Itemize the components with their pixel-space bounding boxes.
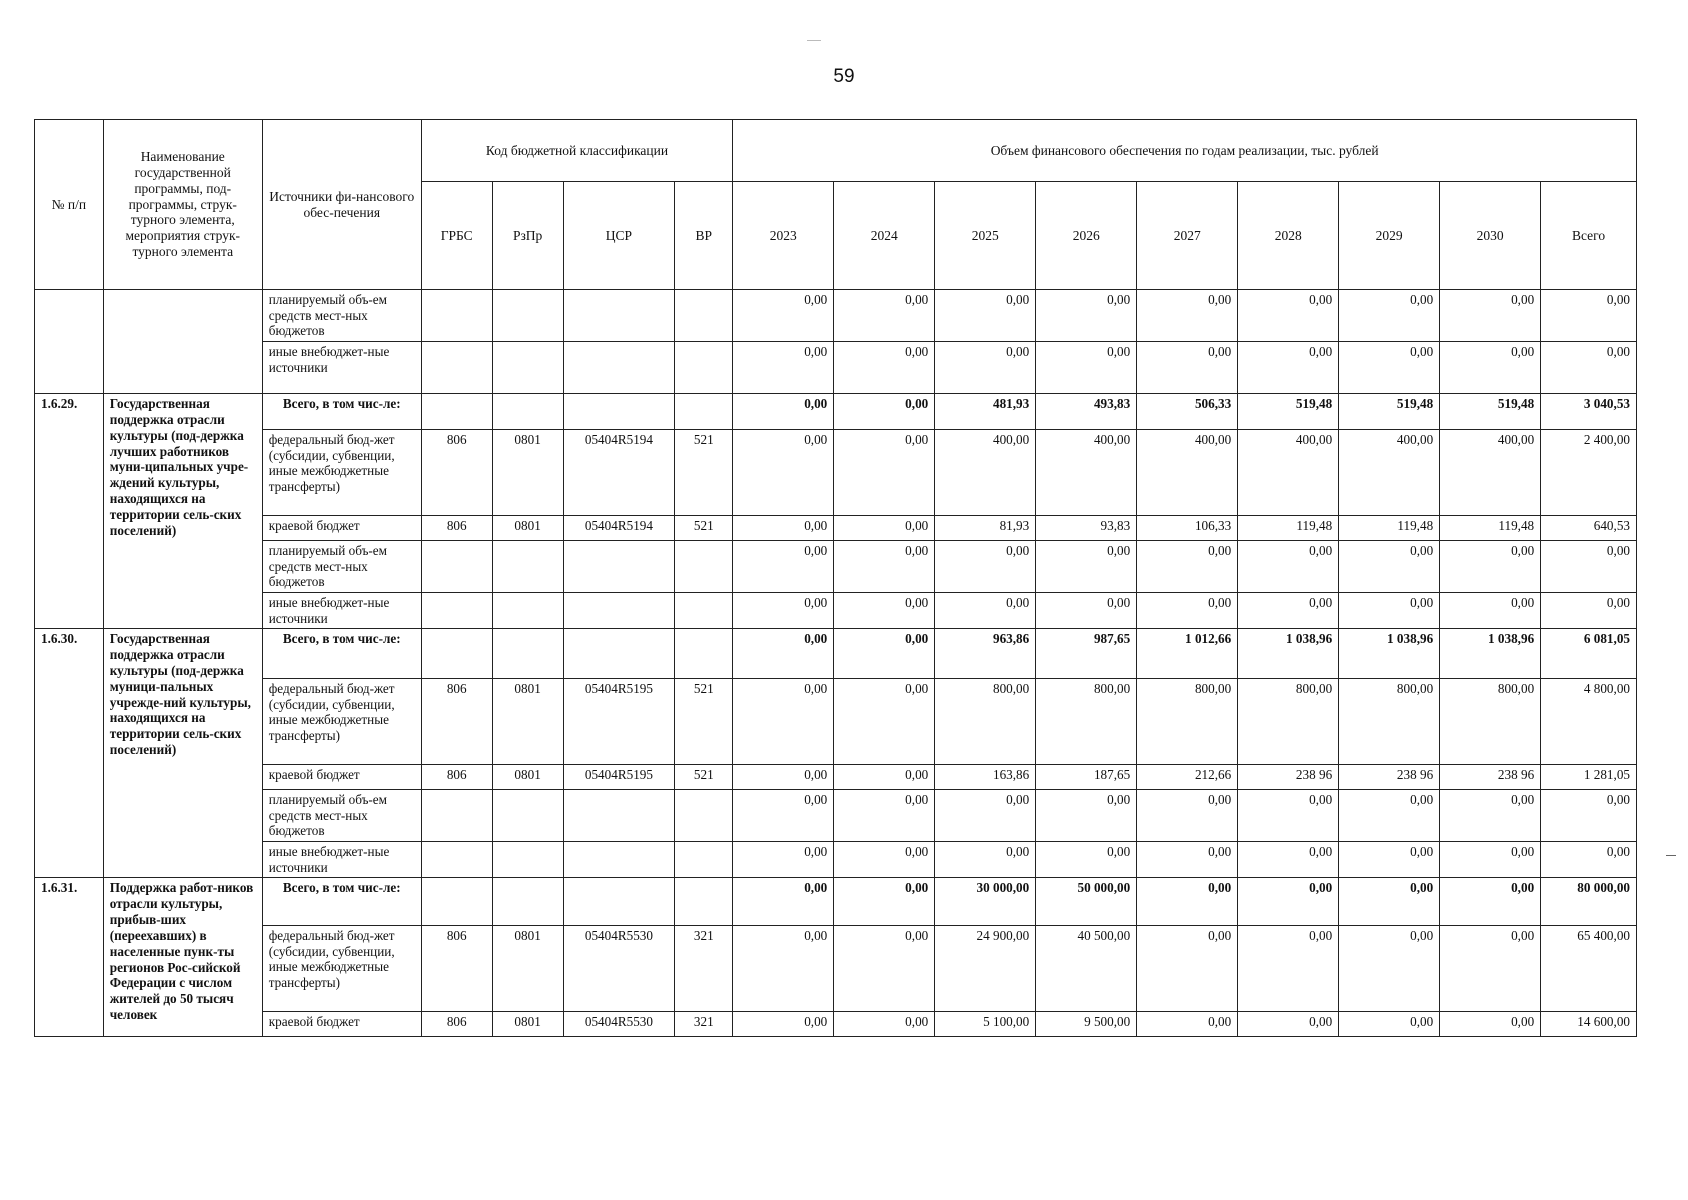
csr-cell bbox=[563, 541, 675, 593]
csr-cell bbox=[563, 629, 675, 679]
value-cell: 0,00 bbox=[1238, 926, 1339, 1012]
value-cell: 0,00 bbox=[1238, 1012, 1339, 1037]
value-cell: 0,00 bbox=[1541, 842, 1637, 878]
value-cell: 0,00 bbox=[1238, 290, 1339, 342]
header-total: Всего bbox=[1541, 182, 1637, 290]
value-cell: 0,00 bbox=[1541, 342, 1637, 394]
value-cell: 119,48 bbox=[1339, 516, 1440, 541]
budget-table bbox=[34, 119, 1637, 1037]
value-cell: 119,48 bbox=[1440, 516, 1541, 541]
value-cell: 0,00 bbox=[834, 842, 935, 878]
value-cell: 0,00 bbox=[1541, 290, 1637, 342]
source-cell: Всего, в том чис-ле: bbox=[262, 394, 421, 430]
grbs-cell bbox=[421, 842, 492, 878]
source-cell: федеральный бюд-жет (субсидии, субвенции, иные межбюджетные трансферты) bbox=[262, 679, 421, 765]
table-row bbox=[35, 765, 1637, 790]
value-cell: 0,00 bbox=[834, 290, 935, 342]
value-cell: 0,00 bbox=[1440, 926, 1541, 1012]
value-cell: 519,48 bbox=[1440, 394, 1541, 430]
value-cell: 800,00 bbox=[1036, 679, 1137, 765]
value-cell: 0,00 bbox=[1339, 290, 1440, 342]
header-num: № п/п bbox=[35, 120, 104, 290]
value-cell: 519,48 bbox=[1339, 394, 1440, 430]
grbs-cell: 806 bbox=[421, 1012, 492, 1037]
source-cell: Всего, в том чис-ле: bbox=[262, 629, 421, 679]
scan-mark bbox=[807, 40, 821, 41]
value-cell: 0,00 bbox=[834, 878, 935, 926]
value-cell: 0,00 bbox=[1238, 593, 1339, 629]
vr-cell: 521 bbox=[675, 765, 733, 790]
source-cell: краевой бюджет bbox=[262, 1012, 421, 1037]
value-cell: 0,00 bbox=[733, 541, 834, 593]
header-finance-group: Объем финансового обеспечения по годам реализации, тыс. рублей bbox=[733, 120, 1637, 182]
value-cell: 0,00 bbox=[733, 679, 834, 765]
value-cell: 0,00 bbox=[935, 842, 1036, 878]
value-cell: 0,00 bbox=[1440, 842, 1541, 878]
value-cell: 400,00 bbox=[1440, 430, 1541, 516]
csr-cell: 05404R5194 bbox=[563, 516, 675, 541]
value-cell: 80 000,00 bbox=[1541, 878, 1637, 926]
value-cell: 800,00 bbox=[1238, 679, 1339, 765]
table-row bbox=[35, 790, 1637, 842]
vr-cell: 321 bbox=[675, 1012, 733, 1037]
grbs-cell bbox=[421, 593, 492, 629]
value-cell: 238 96 bbox=[1440, 765, 1541, 790]
vr-cell: 521 bbox=[675, 430, 733, 516]
value-cell: 519,48 bbox=[1238, 394, 1339, 430]
table-row bbox=[35, 842, 1637, 878]
value-cell: 1 038,96 bbox=[1339, 629, 1440, 679]
header-source: Источники фи-нансового обес-печения bbox=[262, 120, 421, 290]
csr-cell: 05404R5530 bbox=[563, 1012, 675, 1037]
rzpr-cell: 0801 bbox=[492, 1012, 563, 1037]
value-cell: 4 800,00 bbox=[1541, 679, 1637, 765]
csr-cell bbox=[563, 394, 675, 430]
header-name: Наименование государственной программы, под-программы, струк-турного элемента, мероприятия струк-турного элемента bbox=[103, 120, 262, 290]
value-cell: 0,00 bbox=[1137, 878, 1238, 926]
header-grbs: ГРБС bbox=[421, 182, 492, 290]
value-cell: 0,00 bbox=[1137, 926, 1238, 1012]
table-row bbox=[35, 878, 1637, 926]
value-cell: 0,00 bbox=[1036, 593, 1137, 629]
source-cell: краевой бюджет bbox=[262, 516, 421, 541]
grbs-cell bbox=[421, 629, 492, 679]
header-rzpr: РзПр bbox=[492, 182, 563, 290]
value-cell: 0,00 bbox=[733, 926, 834, 1012]
value-cell: 0,00 bbox=[1137, 790, 1238, 842]
value-cell: 6 081,05 bbox=[1541, 629, 1637, 679]
rzpr-cell: 0801 bbox=[492, 679, 563, 765]
table-row bbox=[35, 541, 1637, 593]
value-cell: 400,00 bbox=[1339, 430, 1440, 516]
value-cell: 0,00 bbox=[1440, 593, 1541, 629]
rzpr-cell: 0801 bbox=[492, 926, 563, 1012]
vr-cell bbox=[675, 593, 733, 629]
value-cell: 0,00 bbox=[1440, 541, 1541, 593]
value-cell: 0,00 bbox=[834, 1012, 935, 1037]
vr-cell: 521 bbox=[675, 516, 733, 541]
source-cell: краевой бюджет bbox=[262, 765, 421, 790]
value-cell: 0,00 bbox=[1137, 342, 1238, 394]
rzpr-cell bbox=[492, 790, 563, 842]
value-cell: 0,00 bbox=[1541, 593, 1637, 629]
header-year: 2028 bbox=[1238, 182, 1339, 290]
item-name: Государственная поддержка отрасли культуры (под-держка муници-пальных учрежде-ний культуры, находящихся на территории сель-ских поселений) bbox=[103, 629, 262, 878]
value-cell: 0,00 bbox=[935, 593, 1036, 629]
table-row bbox=[35, 926, 1637, 1012]
value-cell: 987,65 bbox=[1036, 629, 1137, 679]
table-row bbox=[35, 430, 1637, 516]
header-year: 2025 bbox=[935, 182, 1036, 290]
value-cell: 400,00 bbox=[935, 430, 1036, 516]
value-cell: 0,00 bbox=[1440, 290, 1541, 342]
value-cell: 14 600,00 bbox=[1541, 1012, 1637, 1037]
source-cell: иные внебюджет-ные источники bbox=[262, 842, 421, 878]
value-cell: 0,00 bbox=[834, 679, 935, 765]
vr-cell bbox=[675, 541, 733, 593]
vr-cell bbox=[675, 394, 733, 430]
value-cell: 506,33 bbox=[1137, 394, 1238, 430]
header-year: 2030 bbox=[1440, 182, 1541, 290]
rzpr-cell bbox=[492, 541, 563, 593]
value-cell: 81,93 bbox=[935, 516, 1036, 541]
value-cell: 0,00 bbox=[1238, 541, 1339, 593]
value-cell: 65 400,00 bbox=[1541, 926, 1637, 1012]
csr-cell bbox=[563, 593, 675, 629]
value-cell: 0,00 bbox=[1339, 926, 1440, 1012]
source-cell: иные внебюджет-ные источники bbox=[262, 342, 421, 394]
value-cell: 163,86 bbox=[935, 765, 1036, 790]
header-year: 2024 bbox=[834, 182, 935, 290]
value-cell: 0,00 bbox=[1036, 290, 1137, 342]
value-cell: 0,00 bbox=[1339, 1012, 1440, 1037]
value-cell: 0,00 bbox=[733, 1012, 834, 1037]
value-cell: 800,00 bbox=[1440, 679, 1541, 765]
vr-cell: 521 bbox=[675, 679, 733, 765]
value-cell: 800,00 bbox=[1137, 679, 1238, 765]
grbs-cell: 806 bbox=[421, 516, 492, 541]
table-row bbox=[35, 342, 1637, 394]
value-cell: 40 500,00 bbox=[1036, 926, 1137, 1012]
vr-cell bbox=[675, 629, 733, 679]
value-cell: 119,48 bbox=[1238, 516, 1339, 541]
value-cell: 0,00 bbox=[1440, 1012, 1541, 1037]
value-cell: 0,00 bbox=[733, 629, 834, 679]
value-cell: 493,83 bbox=[1036, 394, 1137, 430]
header-csr: ЦСР bbox=[563, 182, 675, 290]
vr-cell bbox=[675, 842, 733, 878]
value-cell: 0,00 bbox=[834, 430, 935, 516]
value-cell: 0,00 bbox=[1339, 790, 1440, 842]
value-cell: 0,00 bbox=[834, 765, 935, 790]
source-cell: планируемый объ-ем средств мест-ных бюджетов bbox=[262, 790, 421, 842]
value-cell: 212,66 bbox=[1137, 765, 1238, 790]
value-cell: 0,00 bbox=[1036, 842, 1137, 878]
value-cell: 800,00 bbox=[1339, 679, 1440, 765]
value-cell: 0,00 bbox=[834, 516, 935, 541]
header-year: 2027 bbox=[1137, 182, 1238, 290]
value-cell: 0,00 bbox=[1137, 1012, 1238, 1037]
value-cell: 1 038,96 bbox=[1238, 629, 1339, 679]
csr-cell bbox=[563, 790, 675, 842]
value-cell: 0,00 bbox=[1137, 541, 1238, 593]
value-cell: 0,00 bbox=[733, 342, 834, 394]
value-cell: 93,83 bbox=[1036, 516, 1137, 541]
value-cell: 400,00 bbox=[1238, 430, 1339, 516]
value-cell: 0,00 bbox=[834, 629, 935, 679]
name-cell bbox=[103, 290, 262, 394]
value-cell: 0,00 bbox=[1137, 593, 1238, 629]
value-cell: 0,00 bbox=[733, 878, 834, 926]
value-cell: 1 038,96 bbox=[1440, 629, 1541, 679]
value-cell: 0,00 bbox=[733, 765, 834, 790]
value-cell: 106,33 bbox=[1137, 516, 1238, 541]
item-number: 1.6.29. bbox=[35, 394, 104, 629]
grbs-cell bbox=[421, 790, 492, 842]
vr-cell: 321 bbox=[675, 926, 733, 1012]
value-cell: 0,00 bbox=[1339, 342, 1440, 394]
value-cell: 0,00 bbox=[1339, 593, 1440, 629]
value-cell: 238 96 bbox=[1339, 765, 1440, 790]
grbs-cell: 806 bbox=[421, 765, 492, 790]
csr-cell bbox=[563, 878, 675, 926]
value-cell: 0,00 bbox=[733, 790, 834, 842]
value-cell: 0,00 bbox=[1137, 842, 1238, 878]
item-number: 1.6.31. bbox=[35, 878, 104, 1037]
value-cell: 0,00 bbox=[1036, 541, 1137, 593]
value-cell: 0,00 bbox=[1238, 842, 1339, 878]
value-cell: 0,00 bbox=[935, 290, 1036, 342]
header-kbk-group: Код бюджетной классификации bbox=[421, 120, 733, 182]
value-cell: 0,00 bbox=[1440, 790, 1541, 842]
csr-cell: 05404R5195 bbox=[563, 765, 675, 790]
value-cell: 400,00 bbox=[1137, 430, 1238, 516]
item-name: Поддержка работ-ников отрасли культуры, прибыв-ших (переехавших) в населенные пунк-ты регионов Рос-сийской Федерации с числом жителей до 50 тысяч человек bbox=[103, 878, 262, 1037]
value-cell: 0,00 bbox=[733, 593, 834, 629]
value-cell: 0,00 bbox=[733, 430, 834, 516]
value-cell: 0,00 bbox=[1036, 790, 1137, 842]
vr-cell bbox=[675, 878, 733, 926]
value-cell: 0,00 bbox=[1541, 790, 1637, 842]
rzpr-cell: 0801 bbox=[492, 430, 563, 516]
grbs-cell: 806 bbox=[421, 926, 492, 1012]
table-row bbox=[35, 290, 1637, 342]
header-vr: ВР bbox=[675, 182, 733, 290]
value-cell: 0,00 bbox=[834, 790, 935, 842]
value-cell: 0,00 bbox=[733, 290, 834, 342]
value-cell: 9 500,00 bbox=[1036, 1012, 1137, 1037]
table-row bbox=[35, 394, 1637, 430]
value-cell: 24 900,00 bbox=[935, 926, 1036, 1012]
value-cell: 0,00 bbox=[935, 790, 1036, 842]
csr-cell: 05404R5194 bbox=[563, 430, 675, 516]
header-year: 2029 bbox=[1339, 182, 1440, 290]
source-cell: планируемый объ-ем средств мест-ных бюджетов bbox=[262, 541, 421, 593]
grbs-cell bbox=[421, 394, 492, 430]
value-cell: 0,00 bbox=[1339, 878, 1440, 926]
value-cell: 3 040,53 bbox=[1541, 394, 1637, 430]
value-cell: 0,00 bbox=[1541, 541, 1637, 593]
value-cell: 0,00 bbox=[935, 342, 1036, 394]
source-cell: планируемый объ-ем средств мест-ных бюджетов bbox=[262, 290, 421, 342]
num-cell bbox=[35, 290, 104, 394]
value-cell: 0,00 bbox=[1238, 342, 1339, 394]
grbs-cell: 806 bbox=[421, 679, 492, 765]
grbs-cell bbox=[421, 541, 492, 593]
scan-mark bbox=[1666, 855, 1676, 856]
source-cell: иные внебюджет-ные источники bbox=[262, 593, 421, 629]
value-cell: 30 000,00 bbox=[935, 878, 1036, 926]
value-cell: 0,00 bbox=[1036, 342, 1137, 394]
value-cell: 0,00 bbox=[1339, 541, 1440, 593]
rzpr-cell bbox=[492, 394, 563, 430]
value-cell: 0,00 bbox=[1440, 878, 1541, 926]
table-row bbox=[35, 593, 1637, 629]
value-cell: 0,00 bbox=[1238, 790, 1339, 842]
rzpr-cell bbox=[492, 593, 563, 629]
vr-cell bbox=[675, 790, 733, 842]
value-cell: 0,00 bbox=[834, 593, 935, 629]
value-cell: 0,00 bbox=[1238, 878, 1339, 926]
rzpr-cell: 0801 bbox=[492, 516, 563, 541]
value-cell: 0,00 bbox=[935, 541, 1036, 593]
value-cell: 0,00 bbox=[733, 516, 834, 541]
csr-cell bbox=[563, 842, 675, 878]
header-year: 2026 bbox=[1036, 182, 1137, 290]
value-cell: 481,93 bbox=[935, 394, 1036, 430]
value-cell: 400,00 bbox=[1036, 430, 1137, 516]
grbs-cell bbox=[421, 878, 492, 926]
value-cell: 0,00 bbox=[834, 342, 935, 394]
table-row bbox=[35, 516, 1637, 541]
value-cell: 640,53 bbox=[1541, 516, 1637, 541]
value-cell: 0,00 bbox=[1440, 342, 1541, 394]
rzpr-cell bbox=[492, 878, 563, 926]
value-cell: 187,65 bbox=[1036, 765, 1137, 790]
csr-cell: 05404R5195 bbox=[563, 679, 675, 765]
table-row bbox=[35, 1012, 1637, 1037]
value-cell: 963,86 bbox=[935, 629, 1036, 679]
item-name: Государственная поддержка отрасли культуры (под-держка лучших работников муни-ципальных учре-ждений культуры, находящихся на территории сель-ских поселений) bbox=[103, 394, 262, 629]
value-cell: 0,00 bbox=[733, 842, 834, 878]
source-cell: Всего, в том чис-ле: bbox=[262, 878, 421, 926]
value-cell: 0,00 bbox=[834, 926, 935, 1012]
value-cell: 0,00 bbox=[834, 541, 935, 593]
value-cell: 0,00 bbox=[1137, 290, 1238, 342]
source-cell: федеральный бюд-жет (субсидии, субвенции, иные межбюджетные трансферты) bbox=[262, 926, 421, 1012]
page-number: 59 bbox=[833, 66, 855, 87]
grbs-cell: 806 bbox=[421, 430, 492, 516]
value-cell: 1 281,05 bbox=[1541, 765, 1637, 790]
table-row bbox=[35, 629, 1637, 679]
rzpr-cell: 0801 bbox=[492, 765, 563, 790]
value-cell: 1 012,66 bbox=[1137, 629, 1238, 679]
table-row bbox=[35, 679, 1637, 765]
value-cell: 50 000,00 bbox=[1036, 878, 1137, 926]
value-cell: 0,00 bbox=[834, 394, 935, 430]
source-cell: федеральный бюд-жет (субсидии, субвенции, иные межбюджетные трансферты) bbox=[262, 430, 421, 516]
value-cell: 0,00 bbox=[1339, 842, 1440, 878]
item-number: 1.6.30. bbox=[35, 629, 104, 878]
value-cell: 0,00 bbox=[733, 394, 834, 430]
header-year: 2023 bbox=[733, 182, 834, 290]
value-cell: 238 96 bbox=[1238, 765, 1339, 790]
rzpr-cell bbox=[492, 842, 563, 878]
value-cell: 800,00 bbox=[935, 679, 1036, 765]
value-cell: 5 100,00 bbox=[935, 1012, 1036, 1037]
value-cell: 2 400,00 bbox=[1541, 430, 1637, 516]
rzpr-cell bbox=[492, 629, 563, 679]
csr-cell: 05404R5530 bbox=[563, 926, 675, 1012]
